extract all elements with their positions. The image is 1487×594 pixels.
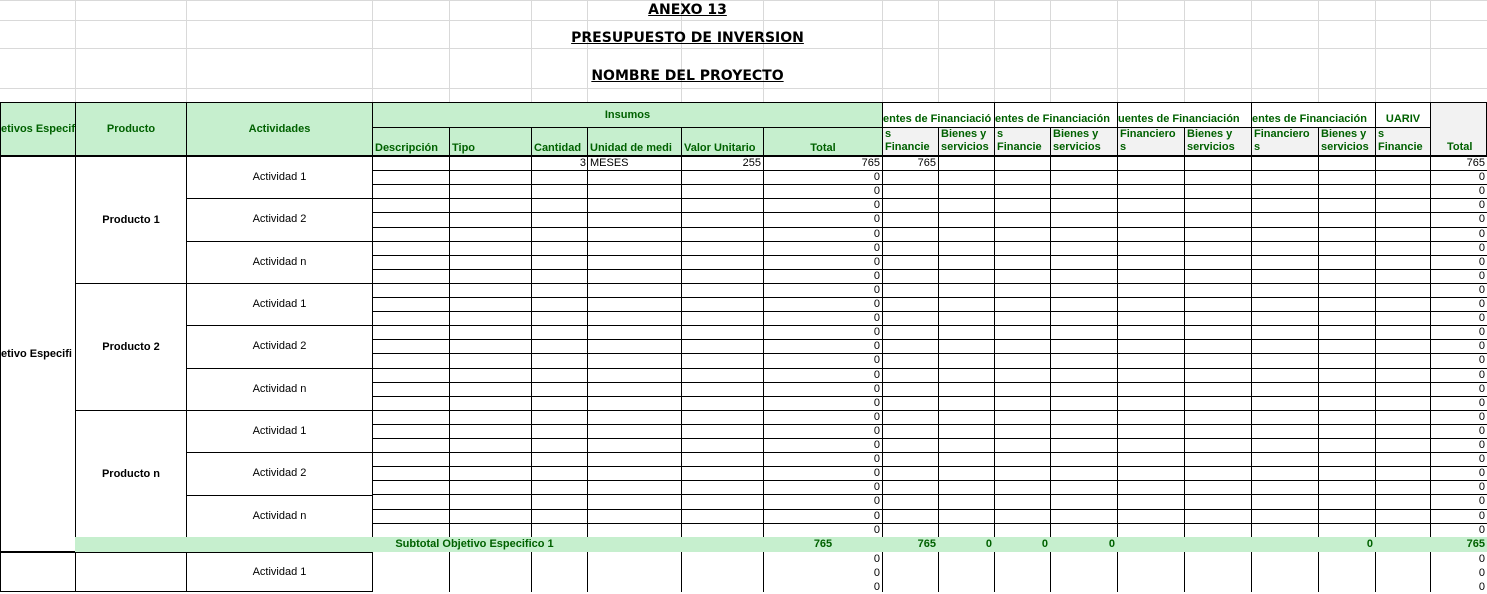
activity-label: Actividad 1 xyxy=(252,425,307,438)
row-line xyxy=(372,410,1487,411)
subtotal-funding-1[interactable]: 765 xyxy=(917,538,936,550)
funding-subheader[interactable] xyxy=(882,127,939,156)
row-total[interactable]: 0 xyxy=(873,354,880,366)
gridline-h xyxy=(0,20,1487,21)
gridline-h xyxy=(0,88,1487,89)
funding-subheader-line2: s xyxy=(1120,141,1127,153)
row-grand-total[interactable]: 0 xyxy=(1478,383,1485,395)
row-grand-total[interactable]: 0 xyxy=(1478,553,1485,565)
first-row-unit[interactable]: MESES xyxy=(590,157,629,169)
column-line xyxy=(1318,156,1319,592)
header-uariv[interactable]: UARIV xyxy=(1375,102,1431,128)
row-line xyxy=(372,382,1487,383)
header-funding-3[interactable]: uentes de Financiación xyxy=(1117,102,1252,128)
next-product-cell[interactable] xyxy=(75,552,187,592)
row-grand-total[interactable]: 0 xyxy=(1478,524,1485,536)
subtotal-funding-4[interactable]: 0 xyxy=(1108,538,1115,550)
row-grand-total[interactable]: 0 xyxy=(1478,256,1485,268)
funding-subheader[interactable] xyxy=(1375,127,1431,156)
column-line xyxy=(994,156,995,592)
funding-subheader-line1: Bienes y xyxy=(1187,128,1233,140)
row-total[interactable]: 0 xyxy=(873,425,880,437)
row-grand-total[interactable]: 0 xyxy=(1478,340,1485,352)
funding-subheader[interactable] xyxy=(994,127,1051,156)
column-line xyxy=(681,156,682,592)
column-line xyxy=(449,156,450,592)
row-total[interactable]: 0 xyxy=(873,171,880,183)
funding-subheader-line2: servicios xyxy=(1321,141,1369,153)
row-grand-total[interactable]: 0 xyxy=(1478,326,1485,338)
funding-subheader-line1: Financiero xyxy=(1120,128,1176,140)
row-total[interactable]: 0 xyxy=(873,284,880,296)
row-total[interactable]: 0 xyxy=(873,495,880,507)
gridline-h xyxy=(0,0,1487,1)
subtotal-label[interactable]: Subtotal Objetivo Especifico 1 xyxy=(395,538,554,550)
funding-subheader-line1: Financiero xyxy=(1254,128,1310,140)
subtotal-funding-3[interactable]: 0 xyxy=(1041,538,1048,550)
header-funding-2[interactable]: entes de Financiación xyxy=(994,102,1118,128)
funding-subheader[interactable] xyxy=(1318,127,1376,156)
row-line xyxy=(372,523,1487,524)
activity-label: Actividad 2 xyxy=(252,467,307,480)
row-line xyxy=(372,480,1487,481)
funding-subheader-line2: Financie xyxy=(997,141,1042,153)
row-line xyxy=(372,283,1487,284)
project-name-title: NOMBRE DEL PROYECTO xyxy=(591,68,784,84)
row-grand-total[interactable]: 0 xyxy=(1478,425,1485,437)
row-total[interactable]: 0 xyxy=(873,312,880,324)
funding-subheader-line2: s xyxy=(1254,141,1261,153)
row-grand-total[interactable]: 0 xyxy=(1478,439,1485,451)
row-total[interactable]: 0 xyxy=(873,369,880,381)
row-grand-total[interactable]: 0 xyxy=(1478,185,1485,197)
row-total[interactable]: 0 xyxy=(873,481,880,493)
row-grand-total[interactable]: 0 xyxy=(1478,213,1485,225)
funding-subheader-line1: Bienes y xyxy=(1321,128,1367,140)
header-type[interactable]: Tipo xyxy=(449,127,532,156)
funding-subheader-line1: s xyxy=(1378,128,1385,140)
funding-subheader-line2: Financie xyxy=(885,141,930,153)
row-line xyxy=(372,198,1487,199)
row-total[interactable]: 0 xyxy=(873,256,880,268)
row-total[interactable]: 0 xyxy=(873,185,880,197)
activity-cell[interactable] xyxy=(186,156,373,199)
row-total[interactable]: 0 xyxy=(873,524,880,536)
row-line xyxy=(372,466,1487,467)
gridline-h xyxy=(0,48,1487,49)
product-cell[interactable] xyxy=(75,156,187,284)
activity-label: Actividad 2 xyxy=(252,340,307,353)
activity-label: Actividad n xyxy=(252,382,307,395)
row-line xyxy=(372,269,1487,270)
header-grand-total-cell[interactable] xyxy=(1430,102,1487,156)
funding-subheader-line2: Financie xyxy=(1378,141,1423,153)
column-line xyxy=(1375,156,1376,592)
subtotal-total[interactable]: 765 xyxy=(813,538,833,550)
funding-subheader-line1: s xyxy=(885,128,892,140)
next-objective-cell[interactable] xyxy=(0,552,76,592)
row-total[interactable]: 0 xyxy=(873,213,880,225)
header-funding-4[interactable]: entes de Financiación xyxy=(1251,102,1376,128)
subtotal-funding-2[interactable]: 0 xyxy=(985,538,992,550)
next-activity-label: Actividad 1 xyxy=(252,565,307,578)
subtotal-grand-total[interactable]: 765 xyxy=(1466,538,1485,550)
row-total[interactable]: 0 xyxy=(873,467,880,479)
row-total[interactable]: 765 xyxy=(861,157,880,169)
product-label: Producto n xyxy=(101,467,161,480)
activity-cell[interactable] xyxy=(186,241,373,284)
activity-cell[interactable] xyxy=(186,198,373,241)
activity-cell[interactable] xyxy=(186,368,373,411)
header-objective[interactable]: etivos Especif xyxy=(0,102,76,156)
annex-title: ANEXO 13 xyxy=(648,2,727,18)
row-line xyxy=(372,509,1487,510)
funding-subheader-line1: Bienes y xyxy=(1053,128,1099,140)
row-line xyxy=(372,339,1487,340)
row-grand-total[interactable]: 0 xyxy=(1478,581,1485,593)
funding-subheader[interactable] xyxy=(938,127,995,156)
product-label: Producto 2 xyxy=(102,340,160,353)
funding-subheader[interactable] xyxy=(1117,127,1185,156)
header-product[interactable]: Producto xyxy=(75,102,187,156)
row-line xyxy=(372,452,1487,453)
row-grand-total[interactable]: 0 xyxy=(1478,495,1485,507)
row-line xyxy=(372,170,1487,171)
activity-label: Actividad n xyxy=(252,509,307,522)
column-line xyxy=(1184,156,1185,592)
product-cell[interactable] xyxy=(75,410,187,538)
gridline-v xyxy=(1430,0,1431,102)
row-grand-total[interactable]: 0 xyxy=(1478,397,1485,409)
row-grand-total[interactable]: 0 xyxy=(1478,270,1485,282)
funding-subheader[interactable] xyxy=(1050,127,1118,156)
row-total[interactable]: 0 xyxy=(873,567,880,579)
funding-subheader[interactable] xyxy=(1251,127,1319,156)
funding-subheader-line2: servicios xyxy=(1187,141,1235,153)
header-grand-total: Total xyxy=(1447,141,1473,153)
row-grand-total[interactable]: 0 xyxy=(1478,369,1485,381)
row-total[interactable]: 0 xyxy=(873,242,880,254)
column-line xyxy=(531,156,532,592)
row-total[interactable]: 0 xyxy=(873,340,880,352)
row-line xyxy=(372,227,1487,228)
activity-label: Actividad 1 xyxy=(252,171,307,184)
row-total[interactable]: 0 xyxy=(873,326,880,338)
row-grand-total[interactable]: 0 xyxy=(1478,199,1485,211)
next-activity-cell[interactable] xyxy=(186,552,373,592)
header-quantity[interactable]: Cantidad xyxy=(531,127,588,156)
first-row-unit-value[interactable]: 255 xyxy=(742,157,761,169)
product-cell[interactable] xyxy=(75,283,187,411)
column-line xyxy=(882,156,883,592)
funding-subheader[interactable] xyxy=(1184,127,1252,156)
header-unit[interactable]: Unidad de medi xyxy=(587,127,682,156)
header-activities[interactable]: Actividades xyxy=(186,102,373,156)
row-grand-total[interactable]: 0 xyxy=(1478,453,1485,465)
row-total[interactable]: 0 xyxy=(873,270,880,282)
funding-subheader-line2: servicios xyxy=(1053,141,1101,153)
header-funding-1[interactable]: entes de Financiació xyxy=(882,102,995,128)
row-grand-total[interactable]: 0 xyxy=(1478,354,1485,366)
row-grand-total[interactable]: 0 xyxy=(1478,481,1485,493)
activity-cell[interactable] xyxy=(186,283,373,326)
row-total[interactable]: 0 xyxy=(873,553,880,565)
row-grand-total[interactable]: 0 xyxy=(1478,228,1485,240)
row-line xyxy=(372,311,1487,312)
row-grand-total[interactable]: 0 xyxy=(1478,411,1485,423)
row-total[interactable]: 0 xyxy=(873,510,880,522)
budget-title: PRESUPUESTO DE INVERSION xyxy=(571,30,804,46)
activity-label: Actividad 1 xyxy=(252,298,307,311)
row-grand-total[interactable]: 0 xyxy=(1478,567,1485,579)
row-total[interactable]: 0 xyxy=(873,397,880,409)
header-inputs[interactable]: Insumos xyxy=(372,102,883,128)
gridline-v xyxy=(1375,0,1376,102)
product-label: Producto 1 xyxy=(102,213,160,226)
row-grand-total[interactable]: 0 xyxy=(1478,171,1485,183)
row-line xyxy=(372,353,1487,354)
first-row-quantity[interactable]: 3 xyxy=(579,157,586,169)
activity-cell[interactable] xyxy=(186,495,373,538)
activity-cell[interactable] xyxy=(186,452,373,495)
row-total[interactable]: 0 xyxy=(873,411,880,423)
row-grand-total[interactable]: 0 xyxy=(1478,312,1485,324)
row-total[interactable]: 0 xyxy=(873,228,880,240)
column-line xyxy=(938,156,939,592)
row-line xyxy=(372,396,1487,397)
row-line xyxy=(372,212,1487,213)
column-line xyxy=(1050,156,1051,592)
header-description[interactable]: Descripción xyxy=(372,127,450,156)
activity-cell[interactable] xyxy=(186,325,373,368)
activity-label: Actividad n xyxy=(252,255,307,268)
funding-subheader-line2: servicios xyxy=(941,141,989,153)
row-grand-total[interactable]: 765 xyxy=(1466,157,1485,169)
row-grand-total[interactable]: 0 xyxy=(1478,298,1485,310)
row-total[interactable]: 0 xyxy=(873,298,880,310)
objective-label: etivo Especifi xyxy=(1,348,72,360)
row-total[interactable]: 0 xyxy=(873,581,880,593)
column-line xyxy=(1251,156,1252,592)
funding-subheader-line1: Bienes y xyxy=(941,128,987,140)
row-line xyxy=(372,297,1487,298)
row-total[interactable]: 0 xyxy=(873,453,880,465)
row-grand-total[interactable]: 0 xyxy=(1478,242,1485,254)
header-unit-value[interactable]: Valor Unitario xyxy=(681,127,764,156)
row-grand-total[interactable]: 0 xyxy=(1478,510,1485,522)
row-grand-total[interactable]: 0 xyxy=(1478,467,1485,479)
row-total[interactable]: 0 xyxy=(873,439,880,451)
row-grand-total[interactable]: 0 xyxy=(1478,284,1485,296)
first-row-funding[interactable]: 765 xyxy=(917,157,936,169)
objective-cell[interactable] xyxy=(0,156,76,552)
row-line xyxy=(372,184,1487,185)
row-line xyxy=(372,241,1487,242)
column-line xyxy=(1117,156,1118,592)
column-line xyxy=(372,156,373,592)
activity-label: Actividad 2 xyxy=(252,213,307,226)
row-line xyxy=(372,424,1487,425)
row-line xyxy=(372,438,1487,439)
row-line xyxy=(372,494,1487,495)
row-line xyxy=(372,255,1487,256)
row-total[interactable]: 0 xyxy=(873,199,880,211)
funding-subheader-line1: s xyxy=(997,128,1004,140)
row-total[interactable]: 0 xyxy=(873,383,880,395)
column-line xyxy=(587,156,588,592)
activity-cell[interactable] xyxy=(186,410,373,453)
row-line xyxy=(372,325,1487,326)
row-line xyxy=(372,368,1487,369)
header-total[interactable]: Total xyxy=(763,127,883,156)
subtotal-funding-5[interactable]: 0 xyxy=(1366,538,1373,550)
